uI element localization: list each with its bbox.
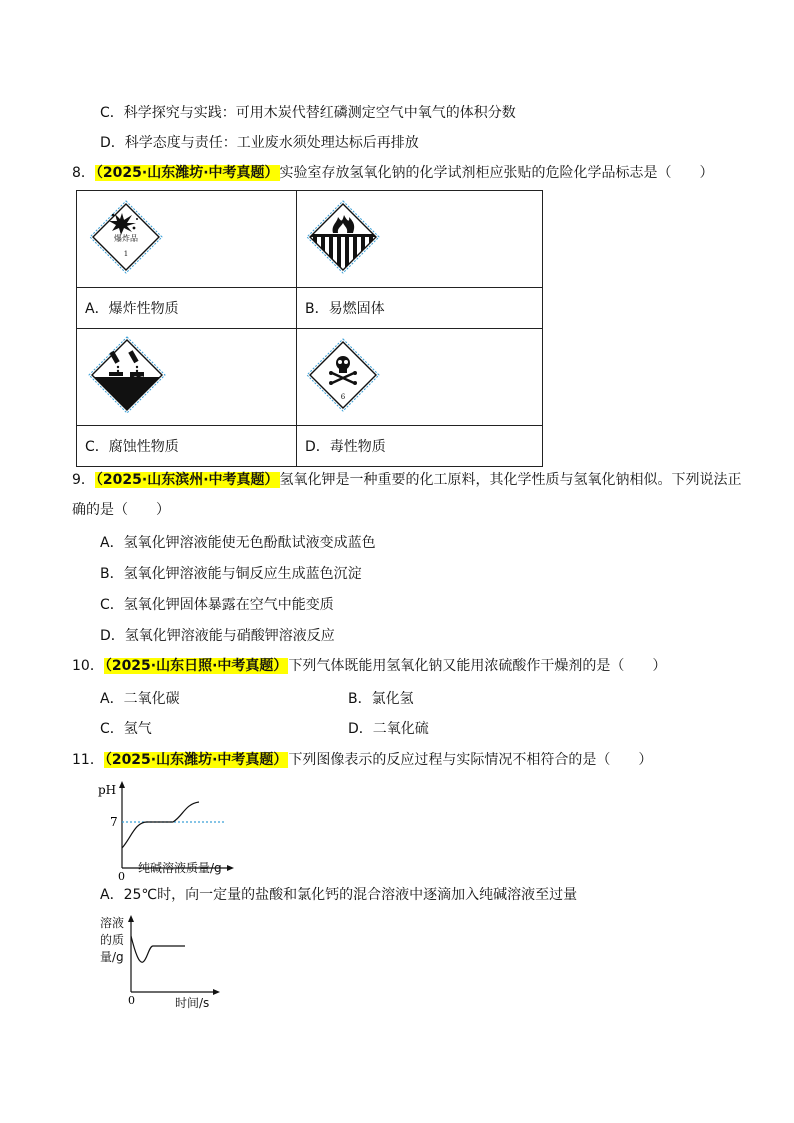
q9-number: 9． [72,472,95,488]
q9-option-d: D．氢氧化钾溶液能与硝酸钾溶液反应 [100,628,335,644]
graph-a-curve [122,802,199,848]
q10-option-b: B．氯化氢 [348,691,414,707]
q9-source-tag: （2025·山东滨州·中考真题） [95,472,279,488]
q7-option-d: D．科学态度与责任：工业废水须处理达标后再排放 [100,135,419,151]
explosive-sign-number: 1 [123,250,129,258]
q10-stem: 下列气体既能用氢氧化钠又能用浓硫酸作干燥剂的是（ ） [288,658,667,674]
graph-b-curve [131,936,185,962]
option-a-label: A．爆炸性物质 [77,288,297,329]
q9-stem-line [72,470,742,490]
q10-option-d: D．二氧化硫 [348,721,429,737]
corrosive-sign-icon [77,329,296,421]
toxic-sign-icon [297,329,542,421]
q9-stem: 氢氧化钾是一种重要的化工原料，其化学性质与氢氧化钠相似。下列说法正 [279,472,742,488]
q8-stem-line [72,163,714,183]
graph-b-ylabel-2: 的质 [100,933,125,947]
graph-b-x-arrow [213,989,220,995]
q8-source-tag: （2025·山东潍坊·中考真题） [95,165,279,181]
cell-c-image [77,329,297,426]
explosive-sign-icon [77,191,296,283]
q8-stem: 实验室存放氢氧化钠的化学试剂柜应张贴的危险化学品标志是（ ） [279,165,714,181]
graph-a-xlabel: 纯碱溶液质量/g [138,861,222,875]
q11-option-a: A．25℃时，向一定量的盐酸和氯化钙的混合溶液中逐滴加入纯碱溶液至过量 [100,887,578,903]
q10-number: 10． [72,658,104,674]
graph-b-y-arrow [128,915,134,922]
q10-source-tag: （2025·山东日照·中考真题） [104,658,288,674]
q10-option-a: A．二氧化碳 [100,691,180,707]
graph-a-y-arrow [119,781,125,788]
q9-option-c: C．氢氧化钾固体暴露在空气中能变质 [100,597,334,613]
q7-option-c: C．科学探究与实践：可用木炭代替红磷测定空气中氧气的体积分数 [100,105,516,121]
cell-d-image [297,329,543,426]
option-c-label: C．腐蚀性物质 [77,426,297,467]
q11-stem: 下列图像表示的反应过程与实际情况不相符合的是（ ） [288,752,653,768]
graph-a-x-arrow [227,865,234,871]
q10-stem-line [72,656,666,676]
toxic-sign-number: 6 [340,393,346,401]
graph-a-ylabel: pH [98,783,117,797]
q9-option-b: B．氢氧化钾溶液能与铜反应生成蓝色沉淀 [100,566,362,582]
graph-a-origin: 0 [118,870,125,880]
cell-b-image [297,191,543,288]
option-d-label: D．毒性物质 [297,426,543,467]
q9-stem-cont: 确的是（ ） [72,502,170,518]
graph-b-origin: 0 [128,994,135,1007]
q11-source-tag: （2025·山东潍坊·中考真题） [104,752,288,768]
flammable-solid-sign-icon [297,191,542,283]
graph-a-y-tick-7: 7 [110,815,118,829]
graph-b-xlabel: 时间/s [175,996,210,1010]
explosive-sign-text: 爆炸品 [114,234,138,243]
graph-b-ylabel-1: 溶液 [100,916,125,930]
q11-number: 11． [72,752,104,768]
q9-option-a: A．氢氧化钾溶液能使无色酚酞试液变成蓝色 [100,535,376,551]
option-b-label: B．易燃固体 [297,288,543,329]
q8-number: 8． [72,165,95,181]
q10-option-c: C．氢气 [100,721,152,737]
graph-b-ylabel-3: 量/g [100,950,124,964]
cell-a-image [77,191,297,288]
hazard-sign-table [76,190,543,467]
q11-stem-line [72,750,652,770]
